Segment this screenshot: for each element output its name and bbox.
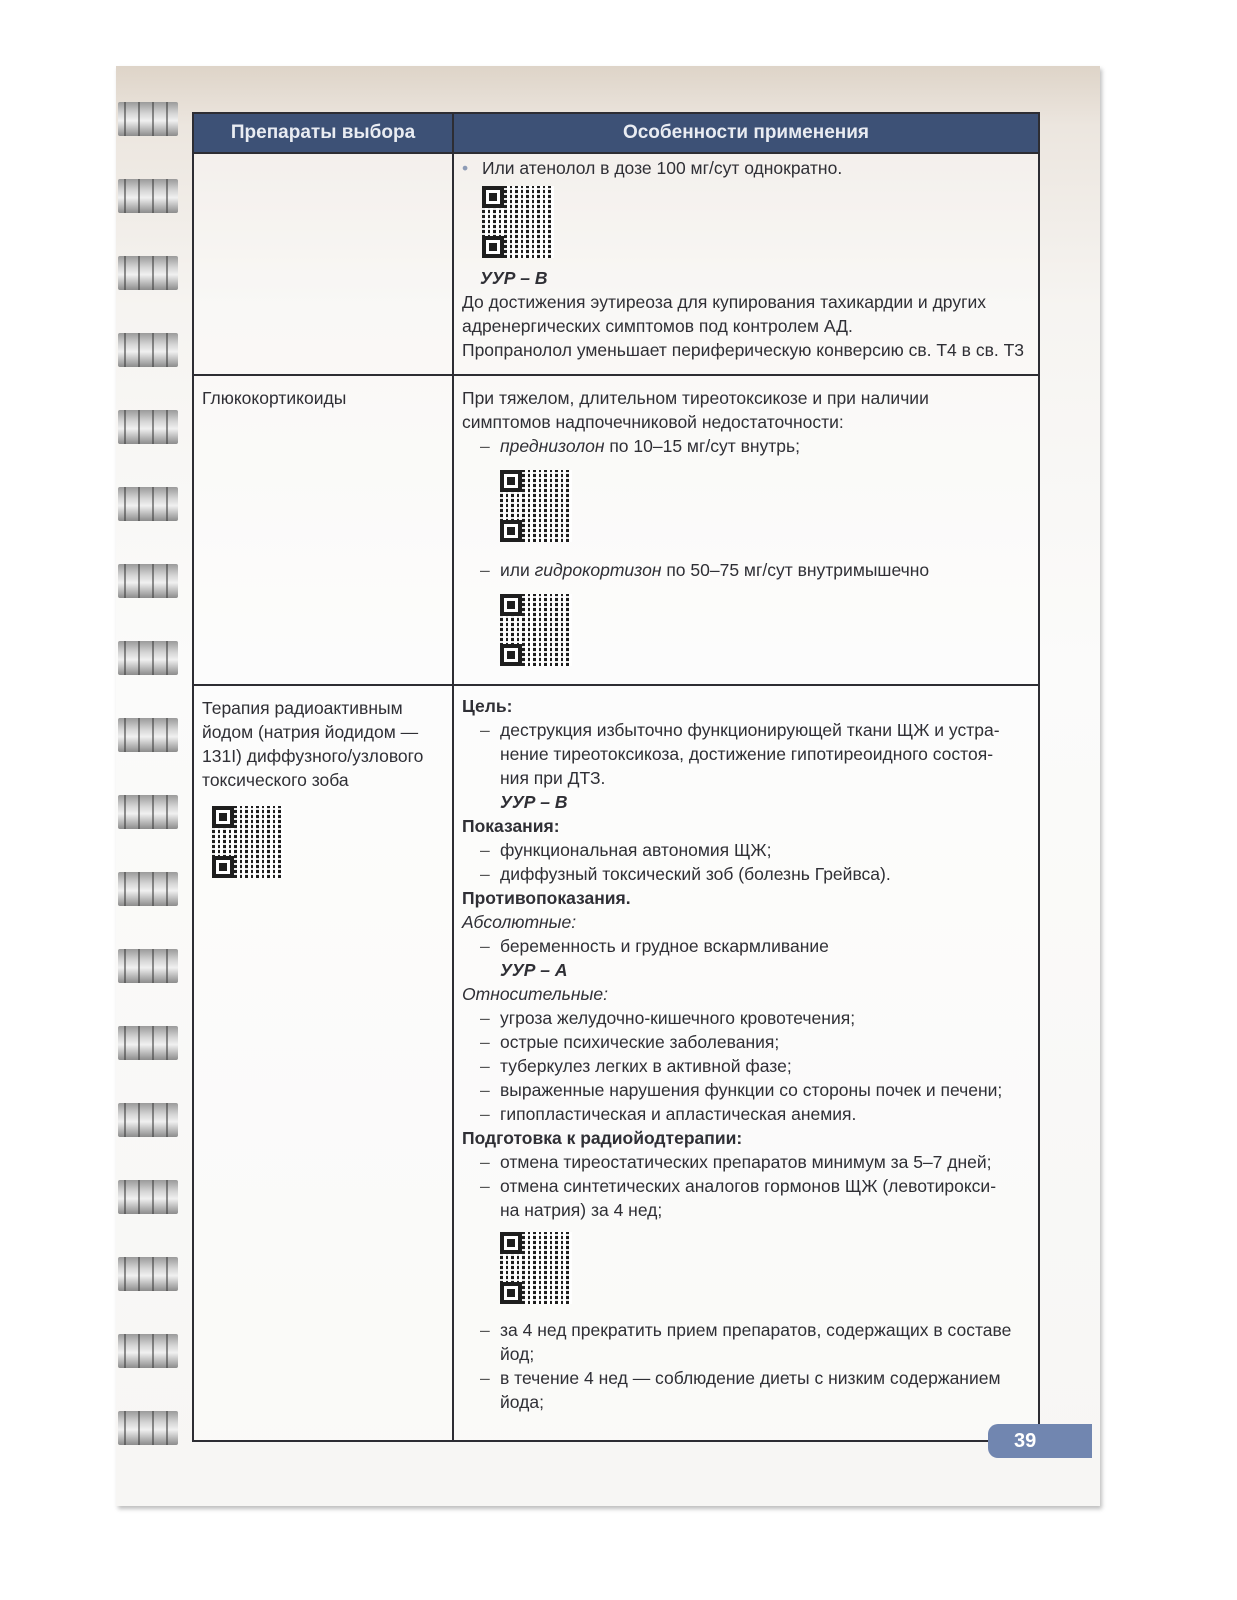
list-text: угроза желудочно-кишечного кровотечения; [500,1008,856,1028]
list-text: туберкулез легких в активной фазе; [500,1056,792,1076]
section-label: Показания: [462,816,560,836]
spiral-ring [118,718,178,752]
text-line: йод; [500,1344,535,1364]
list-item: – или гидрокортизон по 50–75 мг/сут внутримышечно [480,560,930,580]
table-row [193,375,1039,685]
list-item: – функциональная автономия ЩЖ; [480,840,772,860]
spiral-ring [118,1257,178,1291]
list-text: острые психические заболевания; [500,1032,780,1052]
page-number-tab [988,1424,1092,1458]
list-text: диффузный токсический зоб (болезнь Грейвса). [500,864,891,884]
text-line: 131I) диффузного/узлового [202,746,424,766]
subsection-label: Абсолютные: [462,912,577,932]
table-row [193,685,1039,1441]
spiral-ring [118,256,178,290]
spiral-ring [118,641,178,675]
list-item: – угроза желудочно-кишечного кровотечения; [480,1008,856,1028]
list-text: гипопластическая и апластическая анемия. [500,1104,857,1124]
spiral-ring [118,487,178,521]
row2-left-cell: Глюкокортикоиды [193,375,453,685]
qr-code-icon [482,186,554,258]
qr-code-icon [500,594,572,666]
row2-right-cell [453,375,1039,685]
list-item: – туберкулез легких в активной фазе; [480,1056,792,1076]
spiral-ring [118,872,178,906]
spiral-ring [118,795,178,829]
list-item: – острые психические заболевания; [480,1032,780,1052]
section-label: Цель: [462,696,513,716]
text-line: симптомов надпочечниковой недостаточности: [462,412,844,432]
list-item: – гипопластическая и апластическая анемия. [480,1104,857,1124]
list-text: выраженные нарушения функции со стороны почек и печени; [500,1080,1003,1100]
drug-name: преднизолон [500,436,605,456]
list-item: – выраженные нарушения функции со стороны почек и печени; [480,1080,1003,1100]
dose-text: по 50–75 мг/сут внутримышечно [661,560,930,580]
spiral-ring [118,949,178,983]
text-line: До достижения эутиреоза для купирования тахикардии и других [462,292,986,312]
header-usage: Особенности применения [453,113,1039,153]
section-label: Противопоказания. [462,888,631,908]
table-header-row [193,113,1039,153]
qr-code-icon [500,470,572,542]
spiral-ring [118,333,178,367]
list-text: функциональная автономия ЩЖ; [500,840,772,860]
list-text: или [500,560,535,580]
list-text: за 4 нед прекратить прием препаратов, содержащих в составе [500,1320,1012,1340]
spiral-ring [118,1180,178,1214]
text-line: адренергических симптомов под контролем АД. [462,316,853,336]
row3-right-cell [453,685,1039,1441]
header-drugs: Препараты выбора [193,113,453,153]
drug-name: гидрокортизон [534,560,662,580]
list-item: – в течение 4 нед — соблюдение диеты с низким содержанием [480,1368,1001,1388]
list-text: деструкция избыточно функционирующей ткани ЩЖ и устра- [500,720,1000,740]
qr-code-icon [500,1232,572,1304]
row1-left-cell [193,153,453,375]
table-row [193,153,1039,375]
page-number: 39 [1014,1430,1037,1452]
spiral-ring [118,1411,178,1445]
grade-label: УУР – A [500,960,568,980]
list-item: – диффузный токсический зоб (болезнь Грейвса). [480,864,891,884]
text-line: При тяжелом, длительном тиреотоксикозе и при наличии [462,388,929,408]
list-text: отмена синтетических аналогов гормонов ЩЖ (левотирокси- [500,1176,997,1196]
grade-label: УУР – B [500,792,568,812]
grade-label: УУР – B [480,268,548,288]
text-line: на натрия) за 4 нед; [500,1200,663,1220]
bullet-icon: • [462,158,469,178]
spiral-ring [118,1026,178,1060]
row3-left-cell [193,685,453,1441]
bullet-line [462,156,1030,180]
list-text: беременность и грудное вскармливание [500,936,829,956]
list-item: – преднизолон по 10–15 мг/сут внутрь; [480,436,801,456]
text-line: Терапия радиоактивным [202,698,403,718]
list-item: – отмена синтетических аналогов гормонов ЩЖ (левотирокси- [480,1176,997,1196]
list-item: – беременность и грудное вскармливание [480,936,829,956]
spiral-ring [118,1334,178,1368]
row1-right-cell [453,153,1039,375]
spiral-ring [118,564,178,598]
list-text: в течение 4 нед — соблюдение диеты с низким содержанием [500,1368,1001,1388]
text-line: йодом (натрия йодидом — [202,722,419,742]
spiral-ring [118,410,178,444]
spiral-binding [116,66,186,1506]
text-line: йода; [500,1392,544,1412]
spiral-ring [118,179,178,213]
drug-table [192,112,1040,1442]
bullet-text: Или атенолол в дозе 100 мг/сут однократно. [482,158,843,178]
list-item: – за 4 нед прекратить прием препаратов, содержащих в составе [480,1320,1012,1340]
list-item: – отмена тиреостатических препаратов минимум за 5–7 дней; [480,1152,992,1172]
list-item: – деструкция избыточно функционирующей ткани ЩЖ и устра- [480,720,1000,740]
spiral-ring [118,102,178,136]
section-label: Подготовка к радиойодтерапии: [462,1128,743,1148]
text-line: ния при ДТЗ. [500,768,606,788]
text-line: Пропранолол уменьшает периферическую конверсию св. Т4 в св. Т3 [462,340,1025,360]
text-line: токсического зоба [202,770,349,790]
qr-code-icon [212,806,284,878]
spiral-ring [118,1103,178,1137]
dose-text: по 10–15 мг/сут внутрь; [604,436,801,456]
subsection-label: Относительные: [462,984,608,1004]
list-text: отмена тиреостатических препаратов минимум за 5–7 дней; [500,1152,992,1172]
text-line: нение тиреотоксикоза, достижение гипотиреоидного состоя- [500,744,994,764]
